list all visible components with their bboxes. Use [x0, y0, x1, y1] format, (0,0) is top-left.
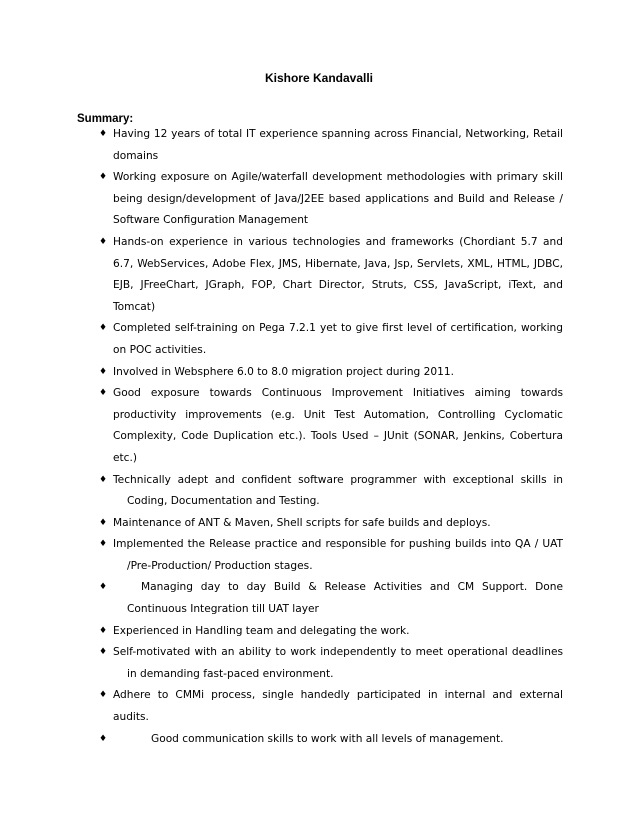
diamond-bullet-icon: ♦: [99, 388, 108, 399]
diamond-bullet-icon: ♦: [99, 625, 108, 636]
diamond-bullet-icon: ♦: [99, 366, 108, 377]
list-item: [99, 534, 563, 577]
list-item: [99, 685, 563, 728]
bullet-text: Hands-on experience in various technologies and frameworks (Chordiant 5.7 and 6.7, WebServices, Adobe Flex, JMS, Hibernate, Java, Jsp, Servlets, XML, HTML, JDBC, EJB, JFreeChart, JGraph, FOP, Chart Director, Struts, CSS, JavaScript, iText, and Tomcat): [113, 235, 563, 313]
candidate-name: Kishore Kandavalli: [264, 71, 374, 85]
bullet-text: Good communication skills to work with all levels of management.: [151, 732, 504, 745]
bullet-text: Technically adept and confident software programmer with exceptional skills in Coding, Documentation and Testing.: [113, 473, 563, 508]
list-item: [99, 729, 563, 751]
bullet-text: Completed self-training on Pega 7.2.1 yet to give first level of certification, working on POC activities.: [113, 322, 563, 356]
list-item: [99, 513, 563, 535]
list-item: [99, 232, 563, 318]
diamond-bullet-icon: ♦: [99, 236, 108, 247]
list-item: [99, 362, 563, 384]
bullet-text: Managing day to day Build & Release Activities and CM Support. Done Continuous Integration till UAT layer: [127, 581, 563, 616]
diamond-bullet-icon: ♦: [99, 517, 108, 528]
diamond-bullet-icon: ♦: [99, 474, 108, 485]
diamond-bullet-icon: ♦: [99, 129, 108, 139]
summary-heading: Summary:: [77, 113, 134, 125]
diamond-bullet-icon: ♦: [99, 539, 108, 550]
diamond-bullet-icon: ♦: [99, 690, 108, 701]
diamond-bullet-icon: ♦: [99, 172, 108, 183]
diamond-bullet-icon: ♦: [99, 733, 108, 744]
bullet-text: Involved in Websphere 6.0 to 8.0 migration project during 2011.: [113, 365, 454, 378]
list-item: [99, 167, 563, 232]
bullet-text: Having 12 years of total IT experience spanning across Financial, Networking, Retail domains: [113, 128, 563, 162]
diamond-bullet-icon: ♦: [99, 323, 108, 334]
list-item: [99, 577, 563, 620]
bullet-text: Experienced in Handling team and delegating the work.: [113, 624, 410, 637]
list-item: [99, 318, 563, 361]
list-item: [99, 621, 563, 643]
list-item: [99, 124, 563, 167]
diamond-bullet-icon: ♦: [99, 647, 108, 658]
diamond-bullet-icon: ♦: [99, 582, 108, 593]
summary-bullet-list: [99, 124, 563, 750]
bullet-text: Working exposure on Agile/waterfall development methodologies with primary skill being design/development of Java/J2EE based applications and Build and Release / Software Configuration Management: [113, 171, 563, 227]
bullet-text: Implemented the Release practice and responsible for pushing builds into QA / UAT /Pre-Production/ Production stages.: [113, 538, 563, 572]
bullet-text: Adhere to CMMi process, single handedly participated in internal and external audits.: [113, 689, 563, 724]
bullet-text: Good exposure towards Continuous Improvement Initiatives aiming towards productivity improvements (e.g. Unit Test Automation, Controlling Cyclomatic Complexity, Code Duplication etc.). Tools Used – JUnit (SONAR, Jenkins, Cobertura etc.): [113, 387, 563, 464]
list-item: [99, 470, 563, 513]
list-item: [99, 383, 563, 469]
bullet-text: Maintenance of ANT & Maven, Shell scripts for safe builds and deploys.: [113, 516, 491, 529]
bullet-text: Self-motivated with an ability to work independently to meet operational deadlines in demanding fast-paced environment.: [113, 646, 563, 680]
list-item: [99, 642, 563, 685]
